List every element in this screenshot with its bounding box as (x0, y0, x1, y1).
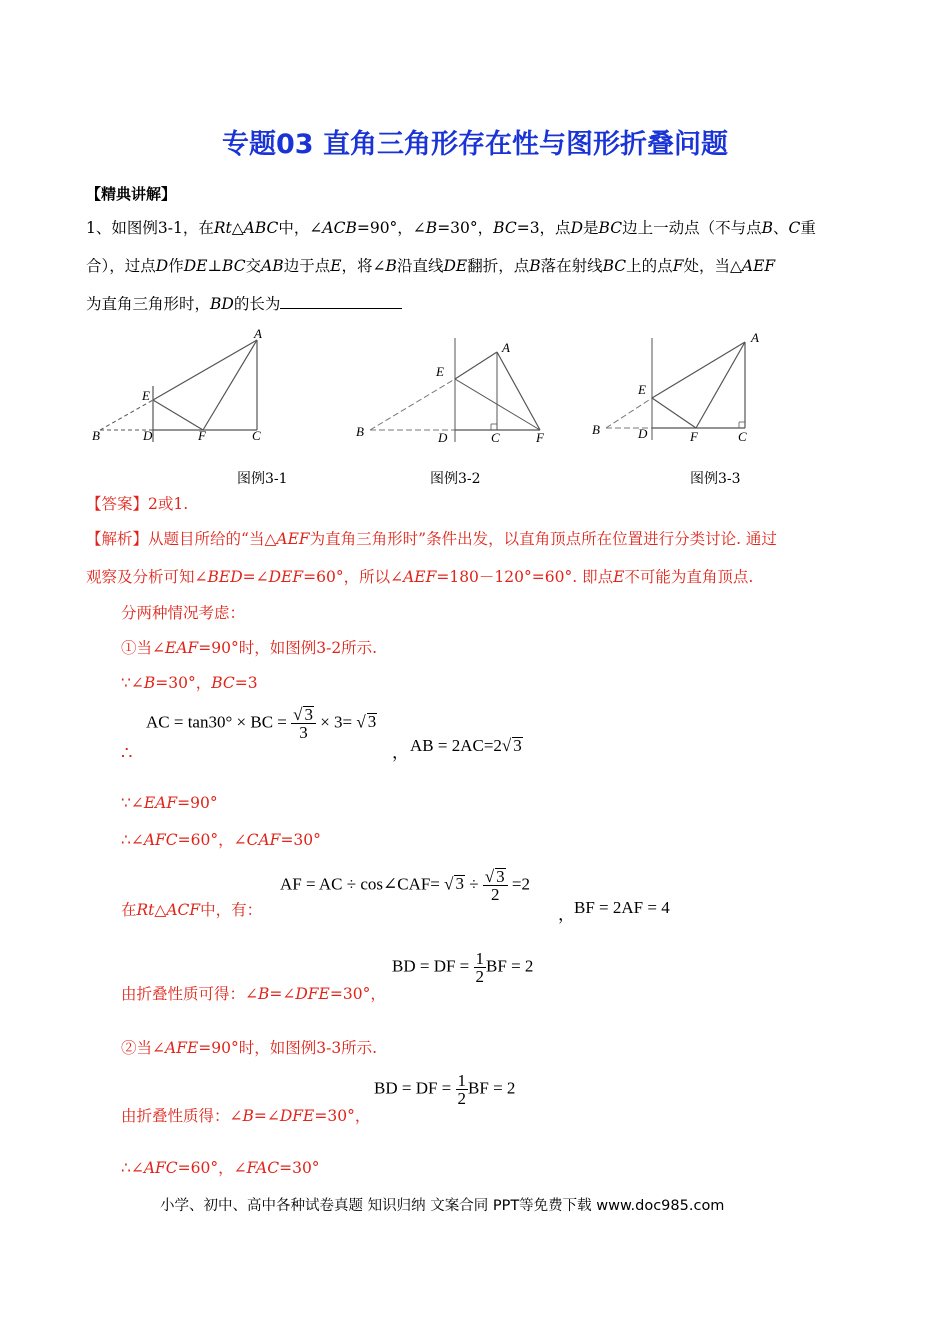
label-D: D (638, 426, 648, 441)
label-F: F (690, 429, 698, 444)
equation-ab: AB = 2AC=2√ 3 (410, 736, 522, 755)
figure-3-3 (588, 330, 768, 450)
label-A: A (751, 330, 759, 345)
problem-line-2: 合），过点D作DE⊥BC交AB边于点E，将∠B沿直线DE翻折，点B落在射线BC上的点F处，当△AEF (86, 257, 776, 275)
label-D: D (143, 428, 153, 443)
figure-3-2 (352, 334, 562, 454)
answer-blank[interactable] (280, 294, 402, 309)
caption-3-2: 图例3-2 (430, 471, 481, 487)
fold-property-line-2: 由折叠性质得：∠B=∠DFE=30°， (121, 1107, 371, 1125)
problem-line-1: 1、如图例3-1，在Rt△ABC中，∠ACB=90°，∠B=30°，BC=3，点D是BC边上一动点（不与点B、C重 (86, 219, 816, 237)
label-A: A (502, 340, 510, 355)
label-E: E (142, 388, 150, 403)
equation-bd-1: BD = DF = $\frac{1}{2}$ BF = 2 (392, 949, 534, 986)
solution-intro: 分两种情况考虑： (121, 604, 246, 622)
equation-comma: ， (392, 743, 409, 762)
caption-3-1: 图例3-1 (237, 471, 288, 487)
fold-property-line-1: 由折叠性质可得：∠B=∠DFE=30°， (121, 985, 386, 1003)
label-C: C (738, 429, 747, 444)
therefore-symbol: ∴ (121, 743, 133, 764)
equation-comma-2: ， (558, 905, 575, 924)
section-heading: 【精典讲解】 (86, 185, 177, 203)
label-B: B (92, 428, 100, 443)
label-F: F (536, 430, 544, 445)
label-E: E (638, 382, 646, 397)
problem-line-3: 为直角三角形时，BD的长为 (86, 294, 402, 314)
label-A: A (254, 326, 262, 341)
equation-af: AF = AC ÷ cos∠CAF= √ 3 ÷ $\frac{√ 3}{2}$ =2 (280, 867, 531, 904)
equation-bd-2: BD = DF = $\frac{1}{2}$ BF = 2 (374, 1071, 516, 1108)
analysis-line-1: 【解析】从题目所给的“当△AEF为直角三角形时”条件出发，以直角顶点所在位置进行分类讨论. 通过 (86, 530, 777, 548)
label-C: C (491, 430, 500, 445)
because-line-2: ∵∠EAF=90° (121, 794, 218, 812)
case-1-heading: ①当∠EAF=90°时，如图例3-2所示. (121, 639, 378, 657)
figure-3-1 (90, 326, 270, 450)
case-2-heading: ②当∠AFE=90°时，如图例3-3所示. (121, 1039, 378, 1057)
answer-line: 【答案】2或1. (86, 495, 189, 513)
label-F: F (198, 428, 206, 443)
because-line-1: ∵∠B=30°，BC=3 (121, 674, 258, 692)
label-B: B (592, 422, 600, 437)
in-triangle-line: 在Rt△ACF中，有： (121, 901, 263, 919)
analysis-line-2: 观察及分析可知∠BED=∠DEF=60°，所以∠AEF=180－120°=60°. 即点E不可能为直角顶点. (86, 568, 754, 586)
label-C: C (252, 428, 261, 443)
equation-ac: AC = tan30° × BC = $\frac{√ 3}{3}$ × 3= √ 3 (146, 705, 377, 742)
page-title: 专题03 直角三角形存在性与图形折叠问题 (222, 129, 728, 160)
label-B: B (356, 424, 364, 439)
therefore-line-2: ∴∠AFC=60°，∠FAC=30° (121, 1159, 320, 1177)
equation-bf: BF = 2AF = 4 (574, 898, 670, 917)
label-D: D (438, 430, 448, 445)
therefore-line-1: ∴∠AFC=60°，∠CAF=30° (121, 831, 321, 849)
label-E: E (436, 364, 444, 379)
footer-text: 小学、初中、高中各种试卷真题 知识归纳 文案合同 PPT等免费下载 www.doc985.com (160, 1198, 725, 1214)
caption-3-3: 图例3-3 (690, 471, 741, 487)
